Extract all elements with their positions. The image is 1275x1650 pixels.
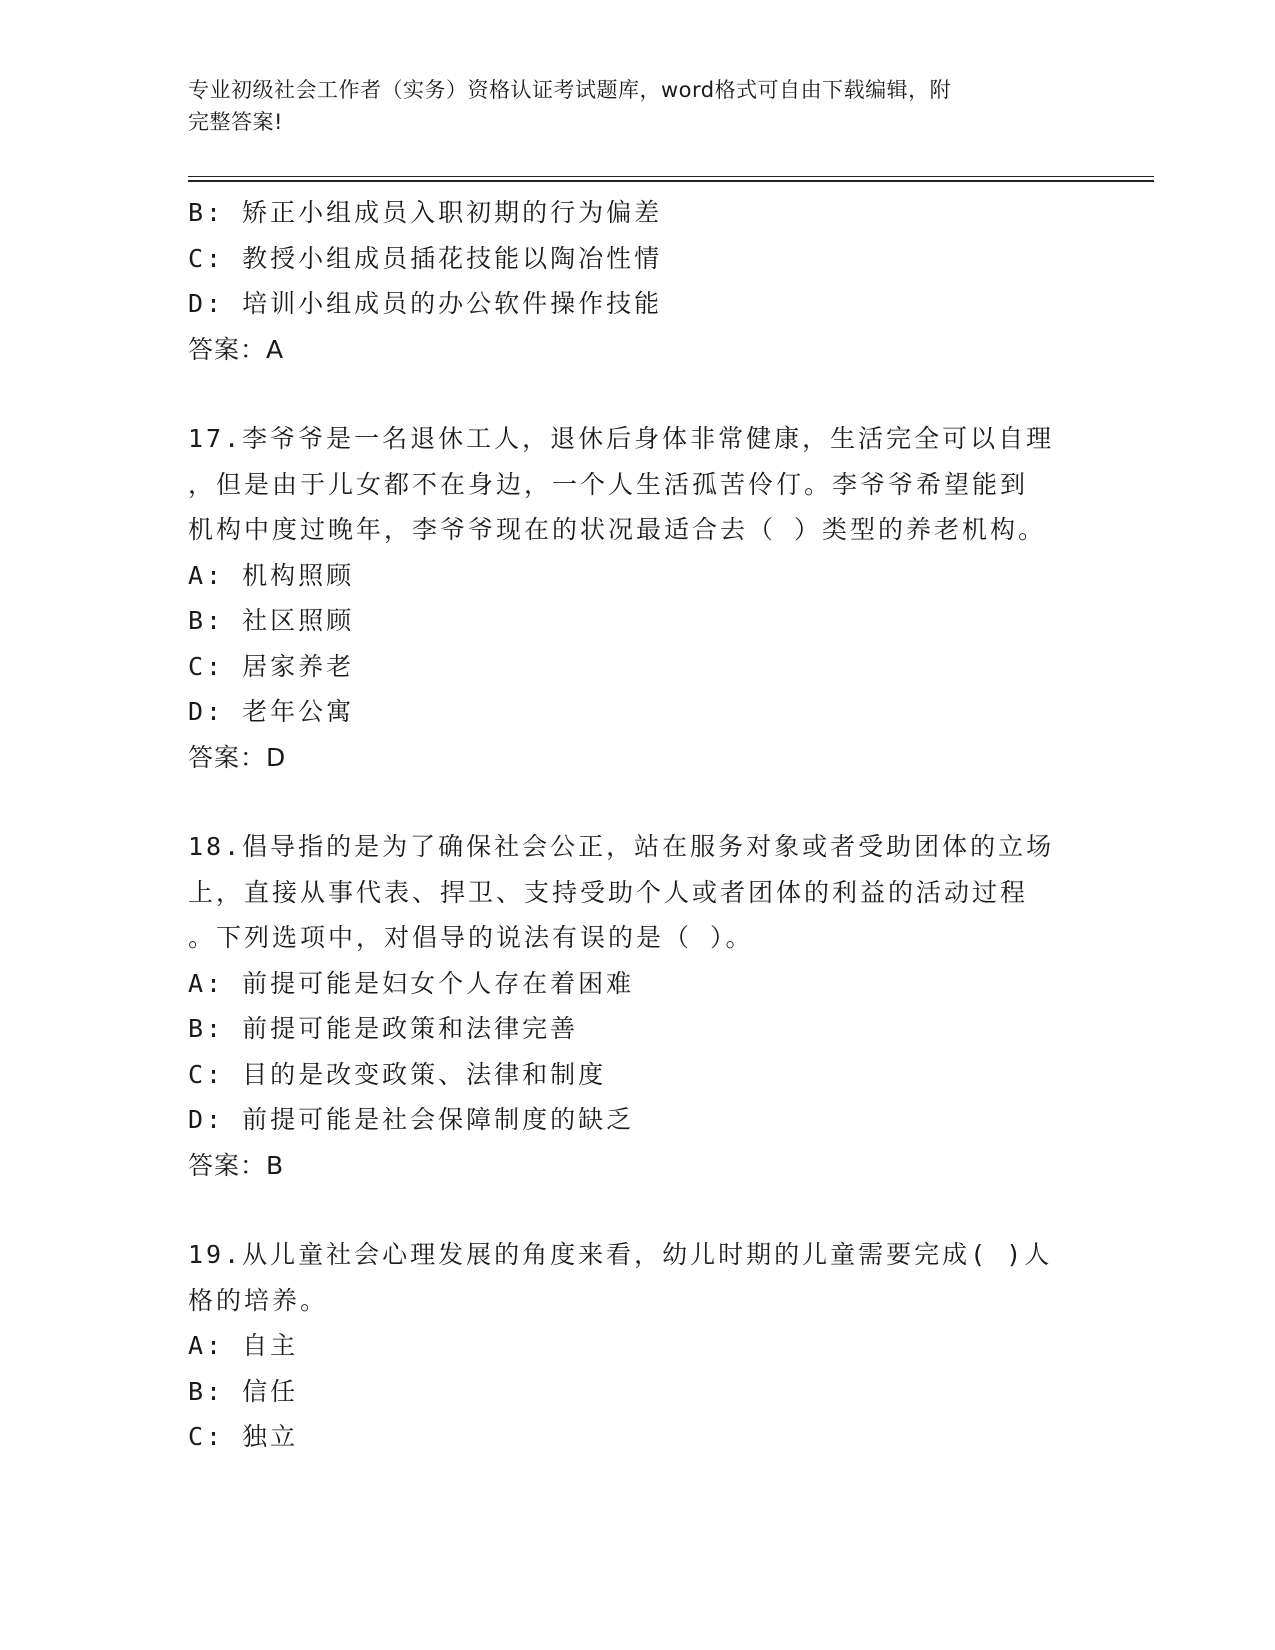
answer-line: 答案：B bbox=[188, 1150, 285, 1180]
spacer bbox=[188, 1188, 1088, 1232]
option-a: A: 自主 bbox=[188, 1331, 299, 1360]
header-divider-thin bbox=[188, 176, 1154, 177]
option-c: C: 目的是改变政策、法律和制度 bbox=[188, 1059, 607, 1089]
spacer bbox=[188, 780, 1088, 824]
question-stem-line: 17.李爷爷是一名退休工人，退休后身体非常健康，生活完全可以自理 bbox=[188, 424, 1055, 453]
header-line-1: 专业初级社会工作者（实务）资格认证考试题库，word格式可自由下载编辑，附 bbox=[188, 78, 952, 102]
option-c: C: 居家养老 bbox=[188, 651, 355, 681]
question-stem-line: 上，直接从事代表、捍卫、支持受助个人或者团体的利益的活动过程 bbox=[188, 877, 1029, 907]
question-list bbox=[188, 190, 1088, 1460]
question-stem-line: 18.倡导指的是为了确保社会公正，站在服务对象或者受助团体的立场 bbox=[188, 832, 1055, 861]
spacer bbox=[188, 372, 1088, 416]
answer-line: 答案：D bbox=[188, 742, 287, 772]
option-a: A: 前提可能是妇女个人存在着困难 bbox=[188, 968, 635, 998]
option-c: C: 教授小组成员插花技能以陶冶性情 bbox=[188, 243, 663, 273]
option-d: D: 培训小组成员的办公软件操作技能 bbox=[188, 289, 663, 318]
option-b: B: 前提可能是政策和法律完善 bbox=[188, 1014, 579, 1043]
question-stem-line: 19.从儿童社会心理发展的角度来看，幼儿时期的儿童需要完成( )人 bbox=[188, 1240, 1053, 1269]
option-d: D: 前提可能是社会保障制度的缺乏 bbox=[188, 1105, 635, 1134]
option-d: D: 老年公寓 bbox=[188, 697, 355, 726]
header-line-2: 完整答案! bbox=[188, 110, 283, 134]
option-b: B: 社区照顾 bbox=[188, 606, 355, 635]
question-stem-line: 格的培养。 bbox=[188, 1285, 329, 1315]
question-stem-line: 。下列选项中，对倡导的说法有误的是（ ）。 bbox=[188, 923, 754, 952]
question-stem-line: 机构中度过晚年，李爷爷现在的状况最适合去（ ）类型的养老机构。 bbox=[188, 515, 1047, 544]
answer-line: 答案：A bbox=[188, 334, 285, 364]
page-header bbox=[188, 74, 1068, 138]
option-c: C: 独立 bbox=[188, 1422, 299, 1451]
question-16 bbox=[188, 190, 1088, 372]
option-a: A: 机构照顾 bbox=[188, 560, 355, 590]
header-divider-thick bbox=[188, 180, 1154, 182]
question-stem-line: ，但是由于儿女都不在身边，一个人生活孤苦伶仃。李爷爷希望能到 bbox=[188, 469, 1029, 499]
option-b: B: 矫正小组成员入职初期的行为偏差 bbox=[188, 198, 663, 227]
question-17 bbox=[188, 416, 1088, 780]
question-19 bbox=[188, 1232, 1088, 1460]
option-b: B: 信任 bbox=[188, 1376, 299, 1406]
question-18 bbox=[188, 824, 1088, 1188]
